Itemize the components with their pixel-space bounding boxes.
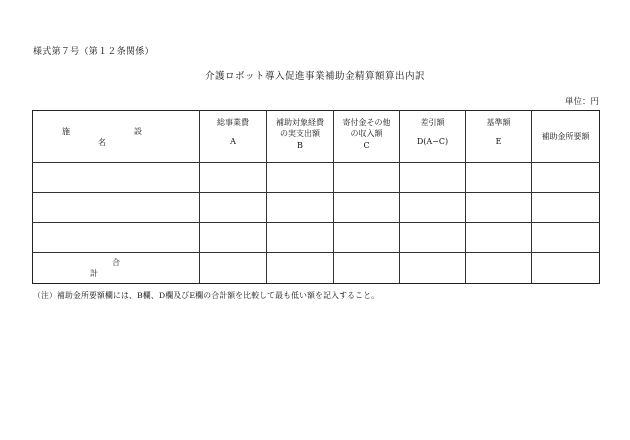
column-label-facility-name: 施 設 名 [62, 126, 206, 147]
table-row [33, 163, 600, 193]
column-header-subsidy-required [532, 111, 600, 163]
cell-actual-expenditure[interactable] [267, 193, 334, 223]
table-header-row [33, 111, 600, 163]
unit-label: 単位：円 [564, 97, 599, 107]
cell-donation-income[interactable] [334, 193, 400, 223]
cell-total-cost[interactable] [200, 193, 267, 223]
footnote: （注）補助金所要額欄には、B欄、D欄及びE欄の合計額を比較して最も低い額を記入すること。 [33, 291, 380, 300]
total-cell-actual-expenditure[interactable] [267, 253, 334, 284]
column-code-c: C [363, 140, 370, 150]
column-label-difference: 差引額 [420, 117, 445, 127]
column-label-actual-expenditure-line1: 補助対象経費 [276, 117, 324, 127]
breakdown-table [32, 110, 600, 284]
cell-difference[interactable] [400, 163, 466, 193]
cell-actual-expenditure[interactable] [267, 163, 334, 193]
total-cell-donation-income[interactable] [334, 253, 400, 284]
cell-difference[interactable] [400, 193, 466, 223]
column-code-b: B [297, 140, 303, 150]
cell-total-cost[interactable] [200, 223, 267, 253]
cell-actual-expenditure[interactable] [267, 223, 334, 253]
column-label-subsidy-required: 補助金所要額 [541, 132, 590, 141]
total-label-cell [33, 253, 216, 284]
table-row [33, 193, 600, 223]
cell-donation-income[interactable] [334, 223, 400, 253]
cell-facility-name[interactable] [33, 223, 200, 253]
cell-standard-amount[interactable] [466, 223, 532, 253]
total-label: 合 計 [90, 258, 216, 278]
column-label-donation-income-line2: の収入額 [350, 128, 383, 138]
column-header-total-cost [200, 111, 267, 163]
column-label-standard-amount: 基準額 [486, 117, 511, 127]
cell-difference[interactable] [400, 223, 466, 253]
total-row [33, 253, 600, 284]
document-title: 介護ロボット導入促進事業補助金精算額算出内訳 [204, 71, 425, 82]
cell-subsidy-required[interactable] [532, 193, 600, 223]
cell-facility-name[interactable] [33, 193, 200, 223]
column-header-difference [400, 111, 466, 163]
column-label-total-cost: 総事業費 [217, 117, 249, 127]
column-header-donation-income [334, 111, 400, 163]
column-header-facility-name [33, 111, 206, 163]
cell-standard-amount[interactable] [466, 163, 532, 193]
column-label-actual-expenditure-line2: の実支出額 [280, 128, 320, 138]
column-code-e: E [495, 136, 502, 146]
cell-donation-income[interactable] [334, 163, 400, 193]
column-header-standard-amount [466, 111, 532, 163]
total-cell-subsidy-required[interactable] [532, 253, 600, 284]
column-code-a: A [230, 136, 236, 146]
cell-standard-amount[interactable] [466, 193, 532, 223]
column-label-donation-income-line1: 寄付金その他 [342, 117, 391, 127]
table-row [33, 223, 600, 253]
column-header-actual-expenditure [267, 111, 334, 163]
cell-subsidy-required[interactable] [532, 163, 600, 193]
cell-facility-name[interactable] [33, 163, 200, 193]
total-cell-standard-amount[interactable] [466, 253, 532, 284]
cell-subsidy-required[interactable] [532, 223, 600, 253]
column-code-d: D(A−C) [416, 136, 449, 146]
total-cell-difference[interactable] [400, 253, 466, 284]
form-number: 様式第７号（第１２条関係） [33, 47, 154, 57]
cell-total-cost[interactable] [200, 163, 267, 193]
